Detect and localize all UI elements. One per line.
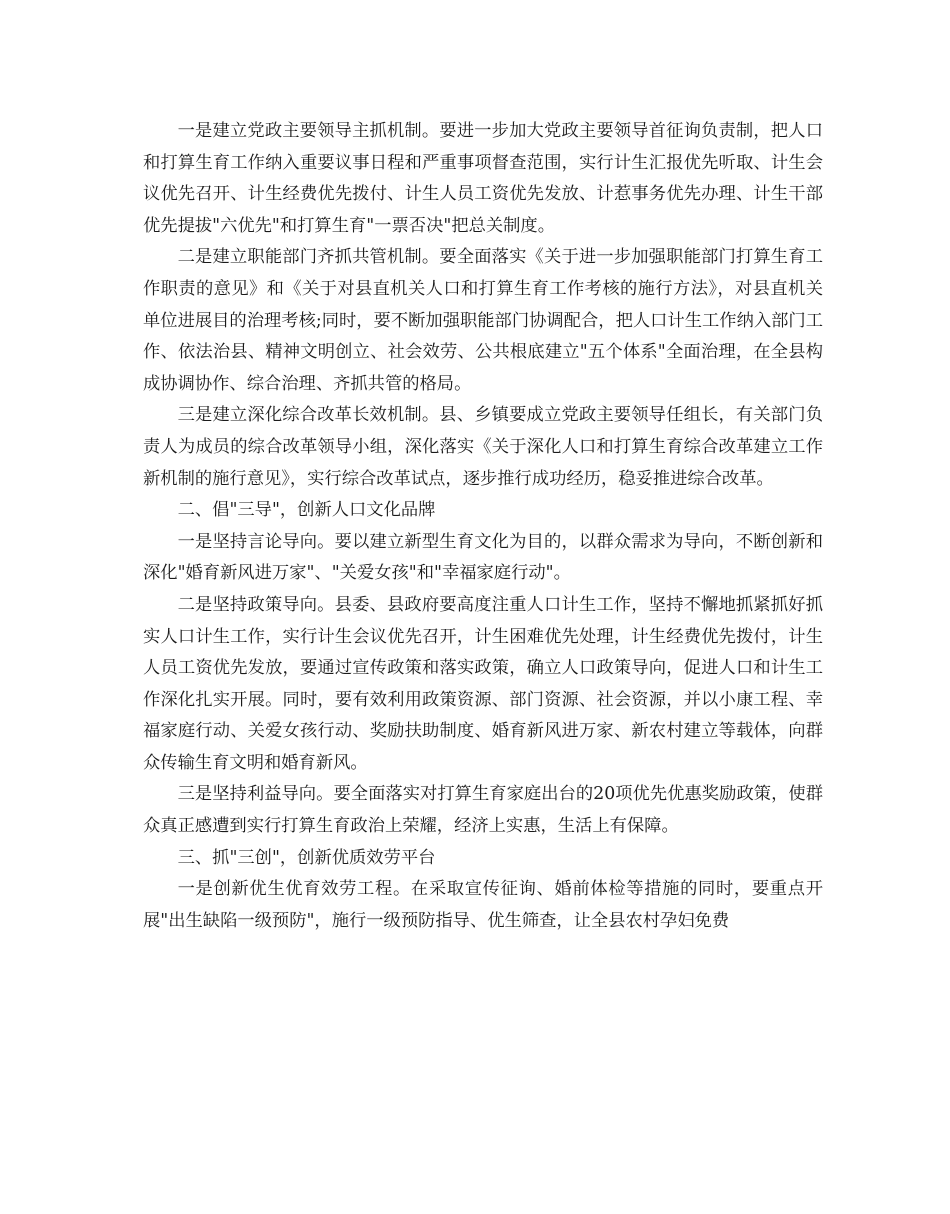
paragraph-eugenics-project: 一是创新优生优育效劳工程。在采取宣传征询、婚前体检等措施的同时，要重点开展"出生缺陷一级预防"，施行一级预防指导、优生筛查，让全县农村孕妇免费 — [143, 879, 823, 931]
paragraph-interest-guidance: 三是坚持利益导向。要全面落实对打算生育家庭出台的20项优先优惠奖励政策，使群众真正感遭到实行打算生育政治上荣耀，经济上实惠，生活上有保障。 — [143, 784, 823, 837]
paragraph-department-mechanism: 二是建立职能部门齐抓共管机制。要全面落实《关于进一步加强职能部门打算生育工作职责的意见》和《关于对县直机关人口和打算生育工作考核的施行方法》，对县直机关单位进展目的治理考核;同时，要不断加强职能部门协调配合，把人口计生工作纳入部门工作、依法治县、精神文明创立、社会效劳、公共根底建立"五个体系"全面治理，在全县构成协调协作、综合治理、齐抓共管的格局。 — [143, 247, 823, 394]
paragraph-opinion-guidance: 一是坚持言论导向。要以建立新型生育文化为目的，以群众需求为导向，不断创新和深化"婚育新风进万家"、"关爱女孩"和"幸福家庭行动"。 — [143, 531, 823, 584]
section-heading-three-creations: 三、抓"三创"，创新优质效劳平台 — [177, 847, 436, 868]
paragraph-policy-guidance: 二是坚持政策导向。县委、县政府要高度注重人口计生工作，坚持不懈地抓紧抓好抓实人口计生工作，实行计生会议优先召开，计生困难优先处理，计生经费优先拨付，计生人员工资优先发放，要通过宣传政策和落实政策，确立人口政策导向，促进人口和计生工作深化扎实开展。同时，要有效利用政策资源、部门资源、社会资源，并以小康工程、幸福家庭行动、关爱女孩行动、奖励扶助制度、婚育新风进万家、新农村建立等载体，向群众传输生育文明和婚育新风。 — [143, 594, 823, 773]
paragraph-reform-mechanism: 三是建立深化综合改革长效机制。县、乡镇要成立党政主要领导任组长，有关部门负责人为成员的综合改革领导小组，深化落实《关于深化人口和打算生育综合改革建立工作新机制的施行意见》，实行综合改革试点，逐步推行成功经历，稳妥推进综合改革。 — [143, 405, 823, 489]
paragraph-leadership-mechanism: 一是建立党政主要领导主抓机制。要进一步加大党政主要领导首征询负责制，把人口和打算生育工作纳入重要议事日程和严重事项督查范围，实行计生汇报优先听取、计生会议优先召开、计生经费优先拨付、计生人员工资优先发放、计惹事务优先办理、计生干部优先提拔"六优先"和打算生育"一票否决"把总关制度。 — [143, 121, 823, 236]
section-heading-three-guides: 二、倡"三导"，创新人口文化品牌 — [177, 500, 436, 521]
document-body — [143, 116, 823, 937]
